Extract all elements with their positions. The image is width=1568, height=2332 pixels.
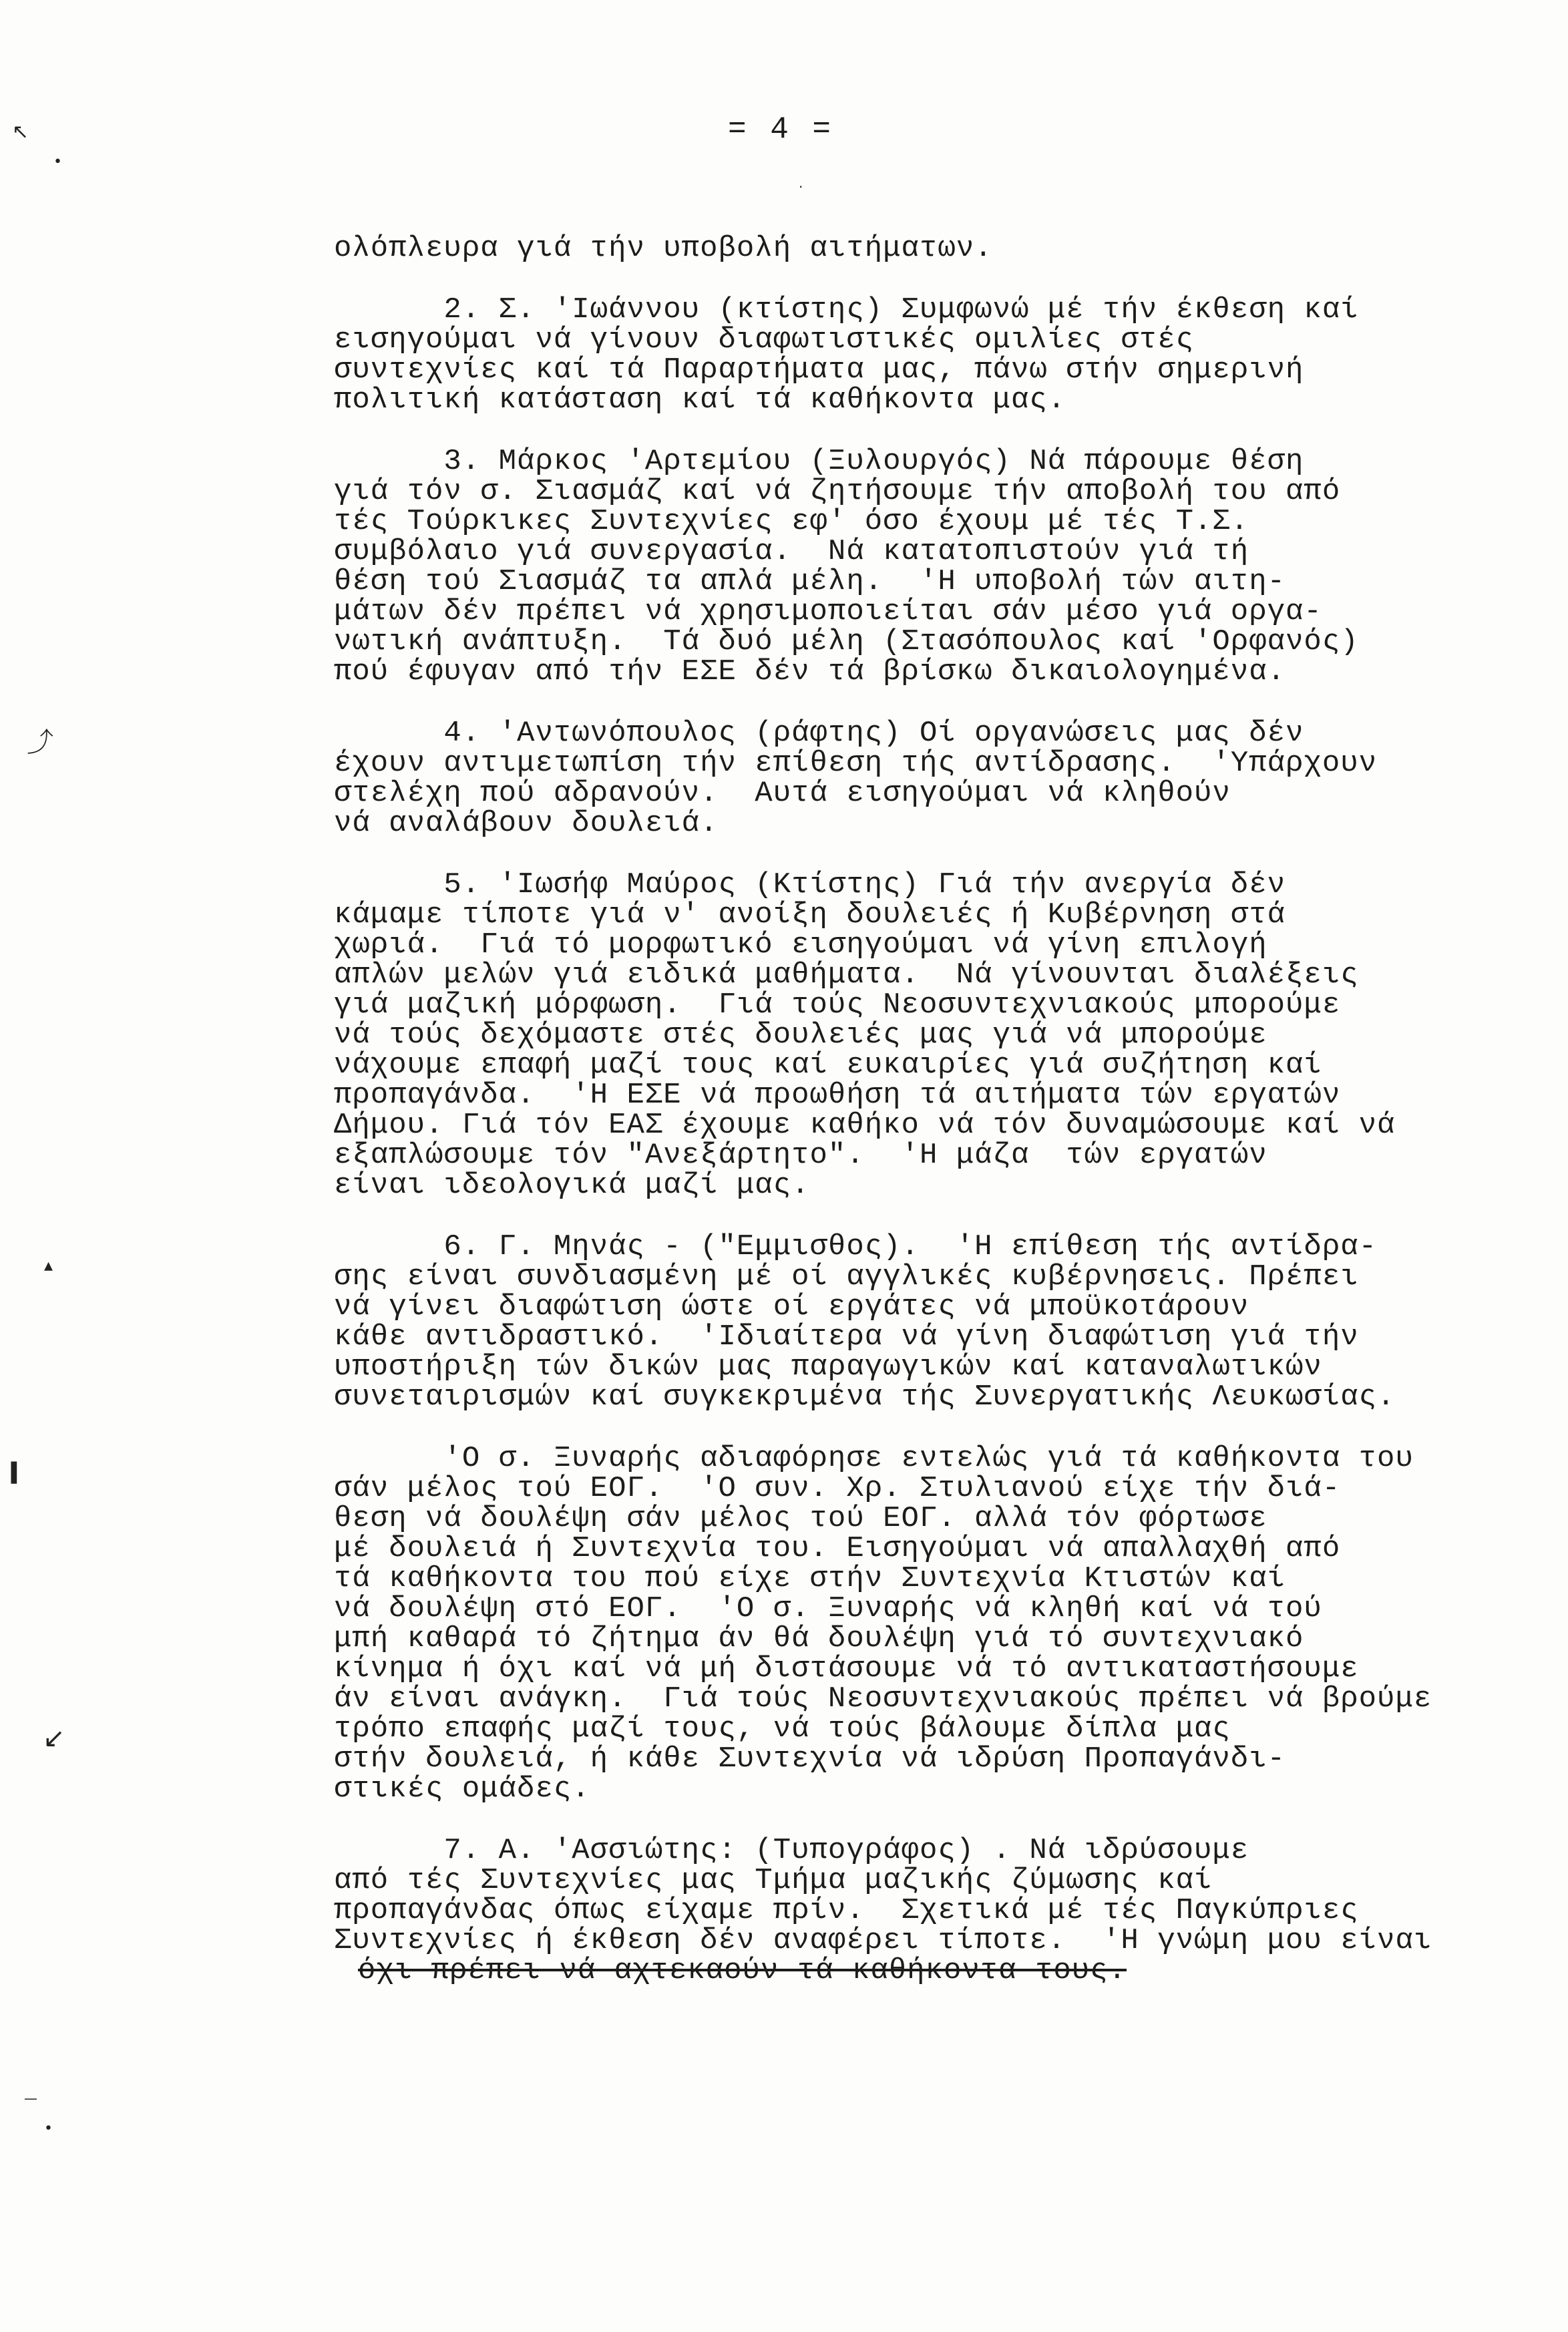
paragraph-8 bbox=[334, 1836, 1563, 1986]
text-line: σης είναι συνδιασμένη μέ οί αγγλικές κυβέρνησεις. Πρέπει bbox=[334, 1260, 1359, 1294]
text-line: προπαγάνδα. 'Η ΕΣΕ νά προωθήση τά αιτήματα τών εργατών bbox=[334, 1079, 1341, 1112]
text-line: μέ δουλειά ή Συντεχνία του. Εισηγούμαι νά απαλλαχθή από bbox=[334, 1532, 1341, 1565]
text-line: τές Τούρκικες Συντεχνίες εφ' όσο έχουμ μέ τές Τ.Σ. bbox=[334, 505, 1249, 538]
text-line: 'Ο σ. Ξυναρής αδιαφόρησε εντελώς γιά τά καθήκοντα του bbox=[334, 1442, 1414, 1475]
text-line: νά αναλάβουν δουλειά. bbox=[334, 807, 719, 840]
text-line: 3. Μάρκος 'Αρτεμίου (Ξυλουργός) Νά πάρουμε θέση bbox=[334, 445, 1304, 478]
text-line: συμβόλαιο γιά συνεργασία. Νά κατατοπιστούν γιά τή bbox=[334, 535, 1249, 568]
paragraph-6 bbox=[334, 1232, 1563, 1412]
paragraph-3 bbox=[334, 447, 1563, 687]
text-line: κάθε αντιδραστικό. 'Ιδιαίτερα νά γίνη διαφώτιση γιά τήν bbox=[334, 1320, 1359, 1354]
text-line: από τές Συντεχνίες μας Τμήμα μαζικής ζύμωσης καί bbox=[334, 1864, 1213, 1897]
paragraph-5 bbox=[334, 870, 1563, 1201]
text-line: θεση νά δουλέψη σάν μέλος τού ΕΟΓ. αλλά τόν φόρτωσε bbox=[334, 1502, 1267, 1535]
margin-mark-8: • bbox=[44, 2120, 53, 2137]
text-line: τά καθήκοντα του πού είχε στήν Συντεχνία Κτιστών καί bbox=[334, 1562, 1286, 1595]
text-line: νά γίνει διαφώτιση ώστε οί εργάτες νά μποϋκοτάρουν bbox=[334, 1290, 1249, 1324]
text-line: 7. Α. 'Ασσιώτης: (Τυπογράφος) . Νά ιδρύσουμε bbox=[334, 1834, 1249, 1867]
text-line: νωτική ανάπτυξη. Τά δυό μέλη (Στασόπουλος καί 'Ορφανός) bbox=[334, 625, 1359, 658]
text-line: συνεταιρισμών καί συγκεκριμένα τής Συνεργατικής Λευκωσίας. bbox=[334, 1380, 1396, 1414]
margin-mark-2: • bbox=[53, 154, 62, 170]
text-line: νά τούς δεχόμαστε στές δουλειές μας γιά νά μπορούμε bbox=[334, 1018, 1267, 1052]
text-line: κάμαμε τίποτε γιά ν' ανοίξη δουλειές ή Κυβέρνηση στά bbox=[334, 898, 1286, 932]
text-line: γιά μαζική μόρφωση. Γιά τούς Νεοσυντεχνιακούς μπορούμε bbox=[334, 988, 1341, 1022]
text-line: 6. Γ. Μηνάς - ("Εμμισθος). 'Η επίθεση τής αντίδρα- bbox=[334, 1230, 1378, 1264]
text-line: υποστήριξη τών δικών μας παραγωγικών καί καταναλωτικών bbox=[334, 1350, 1322, 1384]
margin-mark-1: ↖ bbox=[12, 120, 29, 144]
text-line: στελέχη πού αδρανούν. Αυτά εισηγούμαι νά κληθούν bbox=[334, 777, 1231, 810]
text-line: σάν μέλος τού ΕΟΓ. 'Ο συν. Χρ. Στυλιανού είχε τήν διά- bbox=[334, 1472, 1341, 1505]
text-line: ολόπλευρα γιά τήν υποβολή αιτήματων. bbox=[334, 232, 993, 265]
text-line: μπή καθαρά τό ζήτημα άν θά δουλέψη γιά τό συντεχνιακό bbox=[334, 1622, 1304, 1656]
document-body bbox=[334, 234, 1563, 1986]
text-line: χωριά. Γιά τό μορφωτικό εισηγούμαι νά γίνη επιλογή bbox=[334, 928, 1267, 962]
text-line: άν είναι ανάγκη. Γιά τούς Νεοσυντεχνιακούς πρέπει νά βρούμε bbox=[334, 1682, 1432, 1716]
text-line: Συντεχνίες ή έκθεση δέν αναφέρει τίποτε. 'Η γνώμη μου είναι bbox=[334, 1924, 1432, 1957]
text-line: θέση τού Σιασμάζ τα απλά μέλη. 'Η υποβολή τών αιτη- bbox=[334, 565, 1286, 598]
text-line: στικές ομάδες. bbox=[334, 1772, 590, 1806]
text-line: πολιτική κατάσταση καί τά καθήκοντα μας. bbox=[334, 383, 1066, 417]
text-line: πού έφυγαν από τήν ΕΣΕ δέν τά βρίσκω δικαιολογημένα. bbox=[334, 655, 1286, 689]
paragraph-4 bbox=[334, 719, 1563, 839]
text-line: νάχουμε επαφή μαζί τους καί ευκαιρίες γιά συζήτηση καί bbox=[334, 1048, 1322, 1082]
text-line: εξαπλώσουμε τόν "Ανεξάρτητο". 'Η μάζα τών εργατών bbox=[334, 1139, 1267, 1172]
paragraph-2 bbox=[334, 295, 1563, 415]
text-line: 5. 'Ιωσήφ Μαύρος (Κτίστης) Γιά τήν ανεργία δέν bbox=[334, 868, 1286, 902]
page-number: = 4 = bbox=[728, 112, 834, 147]
text-line: απλών μελών γιά ειδικά μαθήματα. Νά γίνουνται διαλέξεις bbox=[334, 958, 1359, 992]
text-line: προπαγάνδας όπως είχαμε πρίν. Σχετικά μέ τές Παγκύπριες bbox=[334, 1894, 1359, 1927]
text-line: στήν δουλειά, ή κάθε Συντεχνία νά ιδρύση Προπαγάνδι- bbox=[334, 1742, 1286, 1776]
paragraph-1 bbox=[334, 234, 1563, 264]
text-line: εισηγούμαι νά γίνουν διαφωτιστικές ομιλίες στές bbox=[334, 323, 1195, 357]
text-line: Δήμου. Γιά τόν ΕΑΣ έχουμε καθήκο νά τόν δυναμώσουμε καί νά bbox=[334, 1109, 1396, 1142]
margin-mark-6: ↙ bbox=[43, 1723, 65, 1754]
margin-mark-4: ▴ bbox=[44, 1255, 53, 1276]
text-line: τρόπο επαφής μαζί τους, νά τούς βάλουμε δίπλα μας bbox=[334, 1712, 1231, 1746]
text-line: νά δουλέψη στό ΕΟΓ. 'Ο σ. Ξυναρής νά κληθή καί νά τού bbox=[334, 1592, 1322, 1625]
text-line: 4. 'Αντωνόπουλος (ράφτης) Οί οργανώσεις μας δέν bbox=[334, 717, 1304, 750]
text-line: 2. Σ. 'Ιωάννου (κτίστης) Συμφωνώ μέ τήν έκθεση καί bbox=[334, 293, 1359, 327]
margin-mark-9: · bbox=[799, 179, 803, 195]
text-line: γιά τόν σ. Σιασμάζ καί νά ζητήσουμε τήν αποβολή του από bbox=[334, 475, 1341, 508]
text-line: συντεχνίες καί τά Παραρτήματα μας, πάνω στήν σημερινή bbox=[334, 353, 1304, 387]
text-line: είναι ιδεολογικά μαζί μας. bbox=[334, 1169, 810, 1202]
margin-mark-3: ⤴ bbox=[27, 727, 53, 758]
margin-mark-7: — bbox=[24, 2090, 37, 2106]
paragraph-7 bbox=[334, 1444, 1563, 1804]
struck-text-line: όχι πρέπει νά αχτεκαούν τά καθήκοντα τους. bbox=[358, 1954, 1127, 1987]
margin-mark-5: ╹ bbox=[3, 1463, 25, 1506]
text-line: κίνημα ή όχι καί νά μή διστάσουμε νά τό αντικαταστήσουμε bbox=[334, 1652, 1359, 1686]
text-line: μάτων δέν πρέπει νά χρησιμοποιείται σάν μέσο γιά οργα- bbox=[334, 595, 1322, 628]
text-line: έχουν αντιμετωπίση τήν επίθεση τής αντίδρασης. 'Υπάρχουν bbox=[334, 747, 1378, 780]
